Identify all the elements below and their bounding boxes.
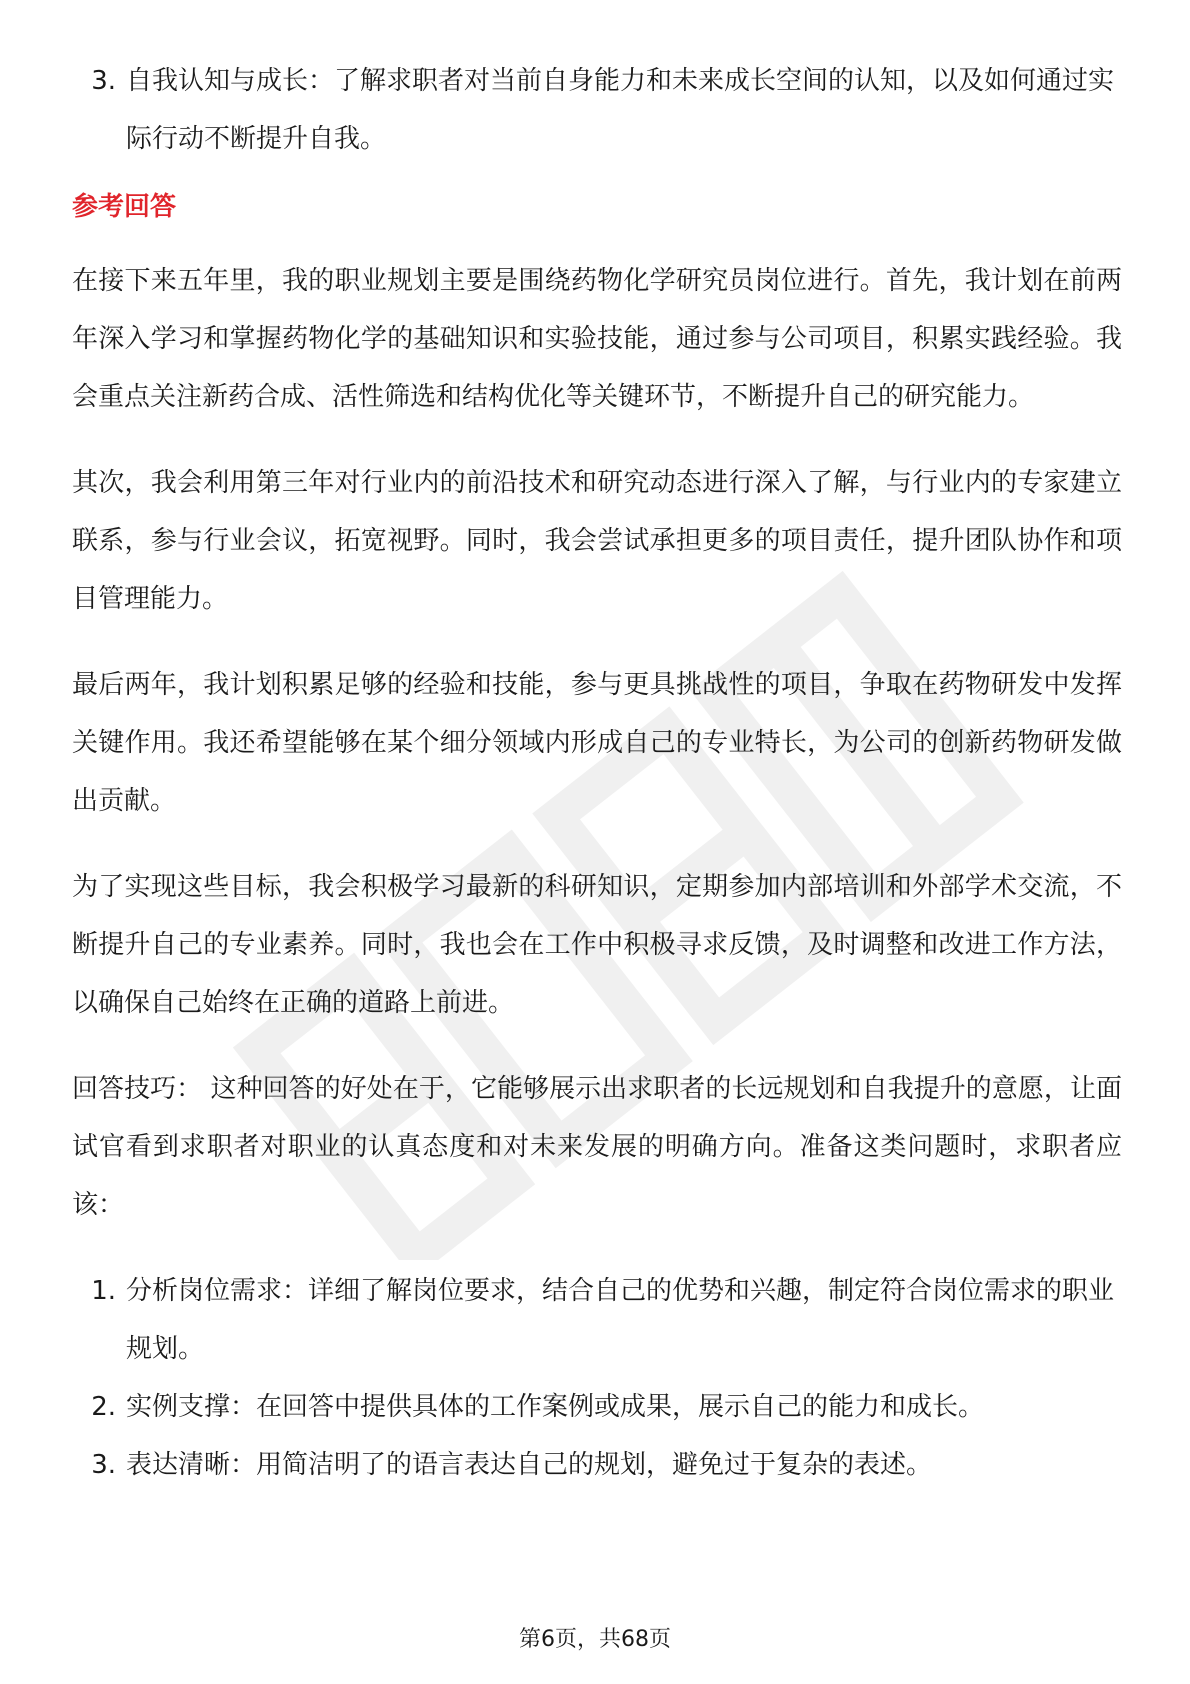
page-footer: 第6页，共68页 <box>519 1627 671 1652</box>
answer-heading: 参考回答 <box>72 192 177 222</box>
answer-paragraph-4: 为了实现这些目标，我会积极学习最新的科研知识，定期参加内部培训和外部学术交流，不断提升自己的专业素养。同时，我也会在工作中积极寻求反馈，及时调整和改进工作方法，以确保自己始终在正确的道路上前进。 <box>72 872 1122 1018</box>
tips-list <box>72 1262 1122 1494</box>
list-text: 表达清晰：用简洁明了的语言表达自己的规划，避免过于复杂的表述。 <box>126 1450 933 1480</box>
tips-paragraph: 回答技巧： 这种回答的好处在于，它能够展示出求职者的长远规划和自我提升的意愿，让面试官看到求职者对职业的认真态度和对未来发展的明确方向。准备这类问题时，求职者应该： <box>72 1074 1122 1220</box>
list-item <box>72 52 1122 168</box>
answer-paragraph-3: 最后两年，我计划积累足够的经验和技能，参与更具挑战性的项目，争取在药物研发中发挥关键作用。我还希望能够在某个细分领域内形成自己的专业特长，为公司的创新药物研发做出贡献。 <box>72 670 1122 816</box>
list-number: 3. <box>91 66 116 96</box>
intro-list <box>72 52 1122 168</box>
list-number: 1. <box>91 1276 116 1306</box>
list-text: 实例支撑：在回答中提供具体的工作案例或成果，展示自己的能力和成长。 <box>126 1392 985 1422</box>
list-number: 2. <box>91 1392 116 1422</box>
document-content <box>72 52 1122 1494</box>
answer-paragraph-2: 其次，我会利用第三年对行业内的前沿技术和研究动态进行深入了解，与行业内的专家建立联系，参与行业会议，拓宽视野。同时，我会尝试承担更多的项目责任，提升团队协作和项目管理能力。 <box>72 468 1122 614</box>
list-text: 分析岗位需求：详细了解岗位要求，结合自己的优势和兴趣，制定符合岗位需求的职业规划。 <box>126 1276 1115 1364</box>
list-item <box>72 1378 1122 1436</box>
list-text: 自我认知与成长：了解求职者对当前自身能力和未来成长空间的认知，以及如何通过实际行动不断提升自我。 <box>126 66 1115 154</box>
list-item <box>72 1436 1122 1494</box>
list-number: 3. <box>91 1450 116 1480</box>
answer-paragraph-1: 在接下来五年里，我的职业规划主要是围绕药物化学研究员岗位进行。首先，我计划在前两年深入学习和掌握药物化学的基础知识和实验技能，通过参与公司项目，积累实践经验。我会重点关注新药合成、活性筛选和结构优化等关键环节，不断提升自己的研究能力。 <box>72 266 1122 412</box>
list-item <box>72 1262 1122 1378</box>
